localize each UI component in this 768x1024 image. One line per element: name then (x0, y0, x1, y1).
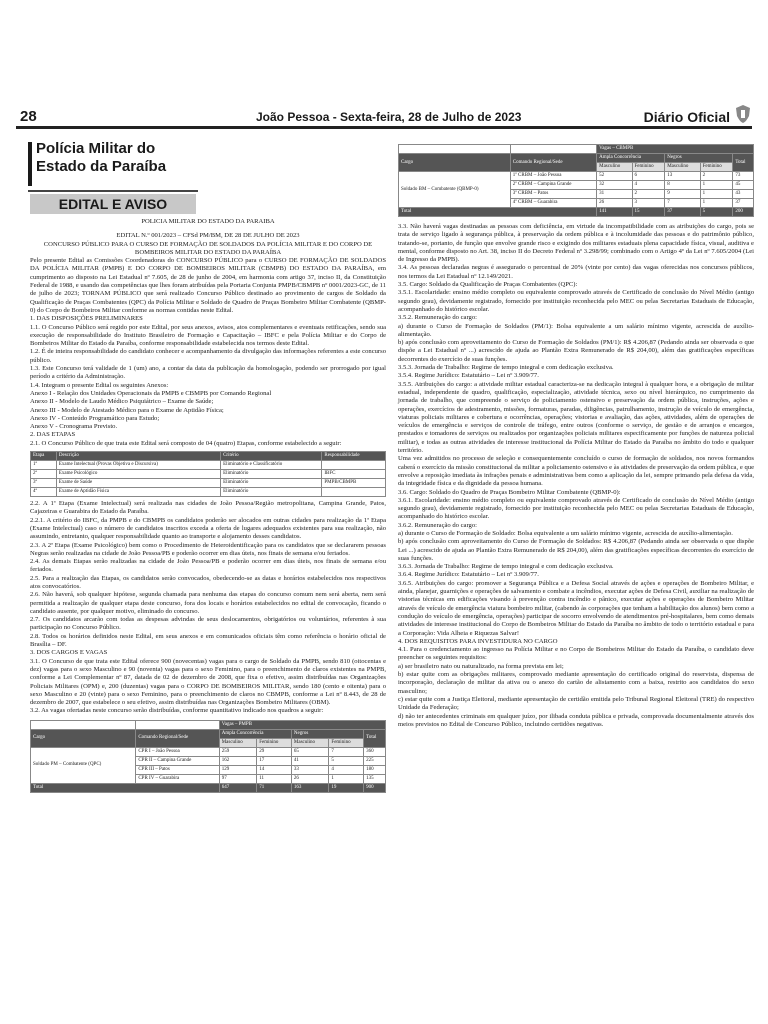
section-divider (28, 190, 198, 192)
paragraph: 2.3. A 2ª Etapa (Exame Psicológico) bem como o Procedimento de Heteroidentificação para os candidatos que se declararem pessoas Negras serão realizadas na cidade de João Pessoa/PB e poderão ocorrer em dias úteis, nos finais de semana e/ou feriados. (30, 541, 386, 557)
table-cell: 1 (700, 199, 733, 208)
table-cell: 65 (291, 747, 329, 756)
total-cell: 141 (597, 208, 632, 217)
column-subheader: Feminino (329, 738, 364, 747)
paragraph: 2.6. Não haverá, sob qualquer hipótese, segunda chamada para nenhuma das etapas do concurso comum nem será aberta, nem será permitida a realização de qualquer etapa deste concurso, fora dos locais e horários estabelecidos no edital de convocação, ficando o candidato ausente, por qualquer motivo, eliminado do concurso. (30, 591, 386, 615)
paragraph: 3.5.3. Jornada de Trabalho: Regime de tempo integral e com dedicação exclusiva. (398, 364, 614, 372)
table-row (31, 488, 386, 497)
table-cell: 97 (219, 774, 257, 783)
table-header-row (399, 154, 754, 163)
column-header: Critério (221, 452, 322, 461)
left-paragraphs (30, 232, 386, 448)
column-subheader: Masculino (597, 163, 632, 172)
paragraph: 3.6.5. Atribuições do cargo: promover a Segurança Pública e a Defesa Social através de ações e operações de Bombeiro Militar, e ainda, planejar, guarnições e operações de salvamento e combate a incêndios, executar ações de Defesa Civil, auxiliar na realização de vistorias técnicas em edificações visando à prevenção contra incêndio e pânico, executar ações e operações de Bombeiro Militar através de veículo de emergência viatura bombeiro militar, (cabendo às corporações que tenham a habilitação dos alunos) bem como a condução do veículo de emergência, operações) participar de socorro envolvendo de atendimentos pré-hospitalares, bem como demais atividades de interesse institucional do Corpo de Bombeiros Militar do Estado da Paraíba no âmbito de todo o território estadual e para a Corporação: Vida Alheia e Riquezas Salvar! (398, 579, 754, 637)
edital-banner: EDITAL E AVISO (30, 194, 196, 214)
column-header: Comando Regional/Sede (510, 154, 596, 172)
column-subheader: Feminino (700, 163, 733, 172)
cargo-cell: Soldado BM – Combatente (QBMP-0) (399, 172, 511, 208)
paragraph: 3.3. Não haverá vagas destinadas as pessoas com deficiência, em virtude da incompatibilidade com as atribuições do cargo, pois se trata de serviço ligado à segurança pública, à preservação da ordem pública e à incolumidade das pessoas e do patrimônio público, tratando-se, portanto, de função que envolve grande risco e exigindo dos militares estaduais plena capacidade física, visual, auditiva e mental, conforme disposto no Art. 38, inciso II do Decreto Federal nº 3.298/99; combinado com o Artigo 4º da Lei nº 7.605/2004 (Lei de Ingresso da PMPB). (398, 223, 754, 264)
total-cell: 200 (733, 208, 754, 217)
table-cell: 4 (329, 765, 364, 774)
total-cell: 71 (257, 783, 292, 792)
table-cell: 43 (733, 190, 754, 199)
paragraph: 3. DOS CARGOS E VAGAS (30, 649, 108, 657)
table-cell: 7 (329, 747, 364, 756)
paragraph: 3.4. As pessoas declaradas negras é assegurado o percentual de 20% (vinte por cento) das vagas oferecidas nos concursos públicos, nos termos da Lei Estadual nº 12.149/2021. (398, 264, 754, 280)
total-cell: 19 (329, 783, 364, 792)
bm-vagas-table (398, 144, 754, 217)
table-cell: 1ª (31, 461, 57, 470)
total-row (31, 783, 386, 792)
paragraph: 2. DAS ETAPAS (30, 431, 76, 439)
table-cell: PMPB/CBMPB (322, 479, 386, 488)
column-header: Ampla Concorrência (597, 154, 665, 163)
table-cell (322, 488, 386, 497)
column-header: Negros (291, 729, 363, 738)
total-label: Total (399, 208, 597, 217)
column-header: Negros (665, 154, 733, 163)
table-cell: 2ª (31, 470, 57, 479)
column-subheader: Masculino (665, 163, 700, 172)
paragraph: 1.2. É de inteira responsabilidade do candidato conhecer e acompanhamento da divulgação das informações referentes a este concurso público. (30, 348, 386, 364)
paragraph: 1.4. Integram o presente Edital os seguintes Anexos: (30, 381, 169, 389)
paragraph: 3.5.2. Remuneração do cargo: (398, 314, 477, 322)
paragraph: 3.5. Cargo: Soldado da Qualificação de Praças Combatentes (QPC): (398, 281, 578, 289)
paragraph: 1. DAS DISPOSIÇÕES PRELIMINARES (30, 315, 143, 323)
paragraph: 2.4. As demais Etapas serão realizadas na cidade de João Pessoa/PB e poderão ocorrer em dias úteis, nos finais de semana e/ou feriados. (30, 558, 386, 574)
table-cell: Exame Psicológico (56, 470, 220, 479)
column-header: Comando Regional/Sede (136, 729, 219, 747)
section-title (36, 140, 166, 176)
paragraph: 3.6.1. Escolaridade: ensino médio completo ou equivalente comprovado através de Certificado de conclusão do Nível Médio (antigo segundo grau), devidamente registrado, fornecido por instituição reconhecida pelo MEC ou pelas Secretarias Estaduais de Educação, acompanhado do histórico escolar. (398, 496, 754, 521)
column-header: Etapa (31, 452, 57, 461)
paragraph: b) após conclusão com aproveitamento do Curso de Formação de Soldados: R$ 4.206,87 (Pedando ainda ser observada o que dispõe Lei ...) acrescido de ajuda ao Plantão Extra Remunerado de R$ 204,00), além das gratificações específicas decorrentes do exercício de suas funções. (398, 538, 754, 562)
table-cell: 37 (733, 199, 754, 208)
paragraph: 3.6.3. Jornada de Trabalho: Regime de tempo integral e com dedicação exclusiva. (398, 563, 614, 571)
paragraph: c) estar quite com a Justiça Eleitoral, mediante apresentação de certidão emitida pelo Tribunal Regional Eleitoral (TRE) do respectivo Unidade da Federação; (398, 695, 754, 712)
left-paragraphs-2 (30, 500, 386, 716)
paragraph: Anexo I - Relação dos Unidades Operacionais da PMPB e CBMPB por Comando Regional (30, 389, 272, 397)
state-seal-icon (734, 104, 752, 124)
bm-table-wrap (398, 144, 754, 217)
table-row (31, 470, 386, 479)
table-cell: 4 (632, 181, 665, 190)
group-header: Vagas – CBMPB (597, 145, 754, 154)
total-cell: 900 (364, 783, 386, 792)
table-cell: 9 (665, 190, 700, 199)
paragraph: 2.1. O Concurso Público de que trata este Edital será composto de 04 (quatro) Etapas, conforme estabelecido a seguir: (30, 439, 342, 447)
group-header: Vagas – PMPB (219, 720, 385, 729)
table-cell: 33 (291, 765, 329, 774)
column-header: Cargo (399, 154, 511, 172)
table-row (399, 172, 754, 181)
table-cell: 2 (632, 190, 665, 199)
table-cell (322, 461, 386, 470)
table-cell: 2º CRBM – Campina Grande (510, 181, 596, 190)
paragraph: Anexo III - Modelo de Atestado Médico para o Exame de Aptidão Física; (30, 406, 224, 414)
paragraph: EDITAL N.º 001/2023 – CFSd PM/BM, DE 28 DE JULHO DE 2023 (116, 232, 300, 240)
paragraph: Pelo presente Edital as Comissões Coordenadoras do CONCURSO PÚBLICO para o CURSO DE FORMAÇÃO DE SOLDADOS DA POLÍCIA MILITAR (PMPB) E DO CORPO DE BOMBEIROS MILITAR (CBMPB) DO ESTADO DA PARAÍBA, em cumprimento ao disposto na Lei Estadual nº 7.605, de 28 de junho de 2004, em harmonia com artigo 37, inciso II, da Constituição Federal de 1988, e usando das competências que lhes foram atribuídas pela Portaria Conjunta PMPB/CBMPB nº 0001/2023-GC, de 11 de julho de 2023; TORNAM PÚBLICO que será realizado Concurso Público destinado ao provimento de cargos de Soldado da Qualificação de Praças Combatentes (QPC) da Polícia Militar e Soldado de Quadro de Praças Bombeiro Militar Combatente (QBMP-0) do Corpo de Bombeiros Militar conforme as normas contidas neste Edital. (30, 257, 386, 314)
paragraph: 3.6.4. Regime Jurídico: Estatutário – Lei nº 3.909/77. (398, 571, 539, 579)
column-header: Descrição (56, 452, 220, 461)
paragraph: 2.2. A 1ª Etapa (Exame Intelectual) será realizada nas cidades de João Pessoa/Região metropolitana, Campina Grande, Patos, Cajazeiras e Guarabira do Estado da Paraíba. (30, 500, 386, 516)
table-cell: 11 (257, 774, 292, 783)
table-cell (399, 145, 511, 154)
table-cell: 31 (597, 190, 632, 199)
column-header: Ampla Concorrência (219, 729, 291, 738)
paragraph: Anexo IV - Conteúdo Programático para Estudo; (30, 414, 160, 422)
left-column (30, 218, 386, 797)
column-subheader: Masculino (219, 738, 257, 747)
total-label: Total (31, 783, 220, 792)
table-cell: 73 (733, 172, 754, 181)
paragraph: 2.7. Os candidatos arcarão com todas as despesas advindas de seus deslocamentos, obrigatórios ou voluntários, referentes à sua participação no Concurso Público. (30, 616, 386, 632)
table-cell: 225 (364, 756, 386, 765)
table-cell: 259 (219, 747, 257, 756)
table-header-row (31, 729, 386, 738)
table-cell: 180 (364, 765, 386, 774)
table-cell: CPR III – Patos (136, 765, 219, 774)
table-cell: 3 (632, 199, 665, 208)
paragraph: CONCURSO PÚBLICO PARA O CURSO DE FORMAÇÃO DE SOLDADOS DA POLÍCIA MILITAR E DO CORPO DE BOMBEIROS MILITAR DO ESTADO DA PARAÍBA (43, 240, 373, 256)
org-heading: POLICIA MILITAR DO ESTADO DA PARAIBA (141, 218, 275, 225)
column-subheader: Masculino (291, 738, 329, 747)
paragraph: 3.6. Cargo: Soldado do Quadro de Praças Bombeiro Militar Combatente (QBMP-0): (398, 488, 621, 496)
table-cell: 17 (257, 756, 292, 765)
total-cell: 647 (219, 783, 257, 792)
table-cell: CPR I – João Pessoa (136, 747, 219, 756)
section-title-line2: Estado da Paraíba (36, 158, 167, 175)
table-cell: 7 (665, 199, 700, 208)
table-cell: Eliminatório (221, 479, 322, 488)
paragraph: Anexo II - Modelo de Laudo Médico Psiquiátrico – Exame de Saúde; (30, 398, 214, 406)
etapas-table (30, 451, 386, 497)
total-cell: 163 (291, 783, 329, 792)
paragraph: b) estar quite com as obrigações militares, comprovado mediante apresentação do certificado original do reservista, dispensa de incorporação, declaração de militar da ativa ou o anexo do cartão de alistamento com a baixa, restrito aos candidatos do sexo masculino; (398, 671, 754, 695)
paragraph: 2.2.1. A critério do IBFC, da PMPB e do CBMPB os candidatos poderão ser alocados em outras cidades para realização da 1ª Etapa (Exame Intelectual) caso o número de candidatos inscritos exceda a oferta de lugares adequados existentes para sua realização, não assumindo, entretanto, qualquer responsabilidade quanto ao transporte e alojamento desses candidatos. (30, 516, 386, 541)
table-cell (136, 720, 219, 729)
paragraph: 3.5.1. Escolaridade: ensino médio completo ou equivalente comprovado através de Certificado de conclusão do Nível Médio (antigo segundo grau), devidamente registrado, fornecido por instituição reconhecida pelo MEC ou pelas Secretarias Estaduais de Educação, acompanhado do histórico escolar. (398, 289, 754, 313)
paragraph: 3.6.2. Remuneração do cargo: (398, 521, 477, 529)
table-cell: 162 (219, 756, 257, 765)
table-cell: Exame Intelectual (Provas Objetiva e Discursiva) (56, 461, 220, 470)
paragraph: 3.5.4. Regime Jurídico: Estatutário – Lei nº 3.909/77. (398, 372, 539, 380)
table-cell: 1 (329, 774, 364, 783)
table-cell: 45 (733, 181, 754, 190)
table-cell: 1 (700, 190, 733, 199)
paragraph: 3.5.5. Atribuições do cargo: a atividade militar estadual caracteriza-se na dedicação integral à qualquer hora, e a obrigação de militar estadual, independente de quadro, qualificação, especialização, atividade técnica, sexo ou nível hierárquico, no cumprimento da jornada de trabalho, que compreende o serviço de policiamento ostensivo e preservação da ordem pública, instruções, ações e operações, exercícios de adestramento, missões, formaturas, paradas, diligências, patrulhamento, instrução de veículo de emergência, viaturas policiais militares e cobertura e ocorrências, operações; vistorias e avaliação, das ações, atividades, além de operações de veículos de emergência e serviços de controle de tráfego, entre outros (conforme o serviço, de gestão e de arranjos e encargos, prestados e tomadores de serviços ou realizados por organizações policiais militares especificamente por funções de natureza policial militar), e todas as outras atividades de interesse institucional da Polícia Militar do Estado da Paraíba no âmbito do todo e qualquer território. (398, 380, 754, 455)
table-row (31, 747, 386, 756)
table-cell: 5 (329, 756, 364, 765)
table-cell: Eliminatório e Classificatório (221, 461, 322, 470)
total-row (399, 208, 754, 217)
table-cell (31, 720, 136, 729)
column-subheader: Feminino (632, 163, 665, 172)
paragraph: Anexo V - Cronograma Previsto. (30, 423, 118, 431)
total-cell: 5 (700, 208, 733, 217)
column-header: Responsabilidade (322, 452, 386, 461)
paragraph: 1.3. Este Concurso terá validade de 1 (um) ano, a contar da data da publicação da homologação, podendo ser prorrogado por igual período a critério da Administração. (30, 365, 386, 381)
cargo-cell: Soldado PM – Combatente (QPC) (31, 747, 136, 783)
table-cell: 26 (291, 774, 329, 783)
paragraph: 2.8. Todos os horários definidos neste Edital, em seus anexos e em comunicados oficiais têm como referência o horário oficial de Brasília – DF. (30, 632, 386, 649)
paragraph: d) não ter antecedentes criminais em qualquer juízo, por ilibada conduta pública e privada, comprovada documentalmente através dos meios previstos no Edital de Concurso Público, incluindo certidões negativas. (398, 712, 754, 728)
header-rule (16, 126, 752, 129)
table-cell: 4ª (31, 488, 57, 497)
table-cell: 52 (597, 172, 632, 181)
table-cell: 3º CRBM – Patos (510, 190, 596, 199)
table-row (31, 461, 386, 470)
paragraph: a) durante o Curso de Formação de Soldado: Bolsa equivalente a um salário mínimo vigente, acrescida de auxílio-alimentação. (398, 529, 733, 537)
paragraph: Uma vez admitidos no processo de seleção e consequentemente concluído o curso de formação de soldados, nos novos formandos caberá o exercício da missão constitucional da militar a policiamento ostensivo e às atividades de preservação da ordem pública, e que envolve a reposição imediata às infrações penais e administrativas bem como a aplicação da lei, sempre primando pela defesa da vida, da integridade física e da dignidade da pessoa humana. (398, 455, 754, 488)
table-cell: 41 (291, 756, 329, 765)
group-row (31, 720, 386, 729)
paragraph: b) após conclusão com aproveitamento do Curso de Formação de Soldados (PM/1): R$ 4.206,87 (Pedando ainda ser observada o que dispõe a Lei Estadual nº ...) acrescido de ajuda ao Plantão Extra Remunerado de R$ 204,00), além das gratificações específicas decorrentes do exercício de suas funções. (398, 339, 754, 363)
place-date: João Pessoa - Sexta-feira, 28 de Julho de 2023 (256, 110, 522, 124)
table-cell: 4º CRBM – Guarabira (510, 199, 596, 208)
table-row (31, 479, 386, 488)
paragraph: 1.1. O Concurso Público será regido por este Edital, por seus anexos, avisos, atos complementares e eventuais retificações, sendo sua execução de responsabilidade do Instituto Brasileiro de Formação e Capacitação – IBFC e pela Polícia Militar e do Corpo de Bombeiros Militar do Estado da Paraíba, conforme responsabilidade estabelecida nos termos deste Edital. (30, 323, 386, 348)
table-cell: Exame de Saúde (56, 479, 220, 488)
page-number: 28 (20, 108, 37, 125)
table-cell: 13 (665, 172, 700, 181)
table-cell: 8 (665, 181, 700, 190)
table-cell (510, 145, 596, 154)
table-cell: 2 (700, 172, 733, 181)
paragraph: a) durante o Curso de Formação de Soldados (PM/1): Bolsa equivalente a um salário mínimo vigente, acrescida de auxílio-alimentação. (398, 322, 754, 338)
table-cell: 26 (597, 199, 632, 208)
table-cell: 1º CRBM – João Pessoa (510, 172, 596, 181)
table-cell: 14 (257, 765, 292, 774)
column-header: Cargo (31, 729, 136, 747)
table-cell: Eliminatório (221, 470, 322, 479)
paragraph: 4.1. Para o credenciamento ao ingresso na Polícia Militar e no Corpo de Bombeiros Militar do Estado da Paraíba, o candidato deve preencher os seguintes requisitos: (398, 646, 754, 662)
table-cell: Eliminatório (221, 488, 322, 497)
section-title-line1: Polícia Militar do (36, 140, 156, 157)
paragraph: a) ser brasileiro nato ou naturalizado, na forma prevista em lei; (398, 662, 564, 670)
table-header-row (31, 452, 386, 461)
table-cell: Exame de Aptidão Física (56, 488, 220, 497)
table-cell: 1 (700, 181, 733, 190)
column-header: Total (364, 729, 386, 747)
table-cell: 3ª (31, 479, 57, 488)
table-cell: 29 (257, 747, 292, 756)
table-cell: CPR IV – Guarabira (136, 774, 219, 783)
paragraph: 3.2. As vagas ofertadas neste concurso serão distribuídas, conforme quantitativo indicado nos quadros a seguir: (30, 707, 324, 715)
pm-vagas-table (30, 720, 386, 793)
table-cell: 135 (364, 774, 386, 783)
total-cell: 15 (632, 208, 665, 217)
table-cell: 32 (597, 181, 632, 190)
column-header: Total (733, 154, 754, 172)
column-subheader: Feminino (257, 738, 292, 747)
table-cell: 129 (219, 765, 257, 774)
right-column (398, 223, 754, 729)
paragraph: 2.5. Para a realização das Etapas, os candidatos serão convocados, obedecendo-se as datas e horários estabelecidos nos respectivos atos convocatórios. (30, 574, 386, 590)
journal-name: Diário Oficial (643, 109, 730, 125)
table-cell: 360 (364, 747, 386, 756)
total-cell: 37 (665, 208, 700, 217)
group-row (399, 145, 754, 154)
paragraph: 4. DOS REQUISITOS PARA INVESTIDURA NO CARGO (398, 637, 558, 645)
table-cell: 6 (632, 172, 665, 181)
table-cell: CPR II – Campina Grande (136, 756, 219, 765)
paragraph: 3.1. O Concurso de que trata este Edital oferece 900 (novecentas) vagas para o cargo de Soldado da PMPB, sendo 810 (oitocentas e dez) vagas para o sexo Masculino e 90 (noventa) vagas para o sexo Feminino, para o preenchimento de claros existentes na PMPB, conforme a Lei Complementar nº 87, datada de 02 de dezembro de 2008, que fixa o efetivo, assim distribuídas nas Organizações Policiais Militares (OPM) e, 200 (duzentas) vagas para o CORPO DE BOMBEIROS MILITAR, sendo 180 (cento e oitenta) para o sexo Masculino e 20 (vinte) para o sexo Feminino, para o preenchimento de claros no CBMPB, conforme a Lei nº 8.443, de 28 de dezembro de 2007, que estabelece o seu efetivo, assim distribuídas nas Organizações Bombeiro Militares (OBM). (30, 657, 386, 707)
section-marker (28, 142, 32, 186)
table-cell: IBFC (322, 470, 386, 479)
